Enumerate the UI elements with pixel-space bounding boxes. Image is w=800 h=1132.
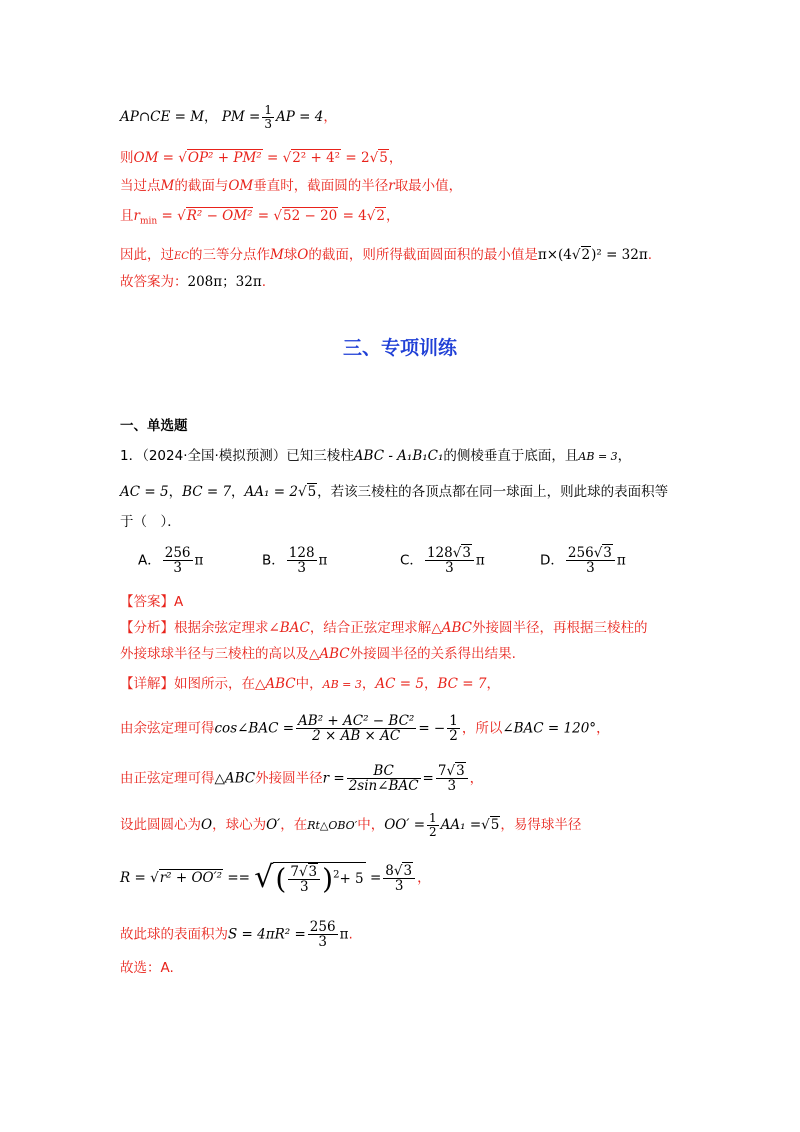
sqrt-52-20: √52 − 20 — [273, 208, 338, 224]
line-conclusion: 因此，过EC的三等分点作M球O的截面，则所得截面圆面积的最小值是π×(4√2)² = 32π. — [120, 247, 653, 263]
detail-sphere-radius: R = √r² + OO′² == √( $\frac{7√3}{3}$ )$^2$+ 5 = $\frac{8√3}{3}$ ， — [120, 860, 431, 896]
analysis-line-1: 【分析】根据余弦定理求∠BAC，结合正弦定理求解△ABC外接圆半径，再根据三棱柱的 — [120, 620, 648, 636]
prism-name: ABC - A₁B₁C₁ — [353, 448, 444, 464]
option-b[interactable]: B． $\frac{128}{3}$ π — [262, 545, 328, 577]
detail-surface-area: 故此球的表面积为S = 4πR² = $\frac{256}{3}$ π. — [120, 919, 353, 951]
intersection-expr: AP∩CE = M — [120, 109, 205, 126]
detail-sine: 由正弦定理可得△ABC外接圆半径r = $\frac{BC}{\text{2sin∠BAC}}$ = $\frac{7√3}{3}$ ， — [120, 763, 484, 795]
line-perpendicular: 当过点M的截面与OM垂直时，截面圆的半径r取最小值， — [120, 178, 463, 194]
answer-line: 【答案】A — [120, 594, 184, 610]
subsection-title: 一、单选题 — [120, 418, 188, 434]
line-intersection: AP∩CE = M， PM = $\frac{1}{3}$ AP = 4， — [120, 103, 337, 131]
sqrt-5: √5 — [369, 150, 388, 166]
option-d[interactable]: D． $\frac{256√3}{3}$ π — [540, 545, 626, 577]
question-1-line-2: AC = 5，BC = 7，AA₁ = 2√5，若该三棱柱的各顶点都在同一球面上，则此球的表面积等 — [120, 484, 669, 500]
detail-line-1: 【详解】如图所示，在△ABC中，AB = 3，AC = 5，BC = 7， — [120, 676, 500, 692]
line-om-length: 则OM = √OP² + PM² = √2² + 4² = 2√5， — [120, 150, 403, 166]
line-rmin: 且$r_{min} = √R^2 - OM^2 = √52 - 20 = 4√2$， — [120, 208, 400, 227]
option-a[interactable]: A． $\frac{256}{3}$ π — [138, 545, 204, 577]
detail-choice: 故选：A. — [120, 960, 174, 976]
detail-centers: 设此圆圆心为O，球心为O′，在Rt△OBO′中，OO′ = $\frac{1}{2}$ AA₁ =√5，易得球半径 — [120, 811, 582, 839]
sqrt-2: √2 — [366, 208, 385, 224]
option-c[interactable]: C． $\frac{128√3}{3}$ π — [400, 545, 485, 577]
question-1-line-3: 于（ ）． — [120, 514, 181, 530]
sqrt-2-4: √2² + 4² — [282, 150, 341, 166]
sqrt-r-om: √R² − OM² — [177, 208, 253, 224]
line-answer-summary: 故答案为：208π；32π. — [120, 274, 266, 290]
fraction-one-third: $\frac{1}{3}$ — [264, 103, 272, 131]
analysis-line-2: 外接球球半径与三棱柱的高以及△ABC外接圆半径的关系得出结果. — [120, 646, 516, 662]
question-1-line-1: 1．（2024·全国·模拟预测）已知三棱柱ABC - A₁B₁C₁的侧棱垂直于底面，且AB = 3， — [120, 448, 632, 464]
section-title: 三、专项训练 — [342, 337, 457, 359]
detail-cosine: 由余弦定理可得cos∠BAC = $\frac{\text{AB² + AC² − BC²}}{2 \times AB \times AC}$ = − $\frac{1}{2}$ ，所以∠BAC = 120°， — [120, 713, 610, 745]
sqrt-op-pm: √OP² + PM² — [178, 150, 262, 166]
